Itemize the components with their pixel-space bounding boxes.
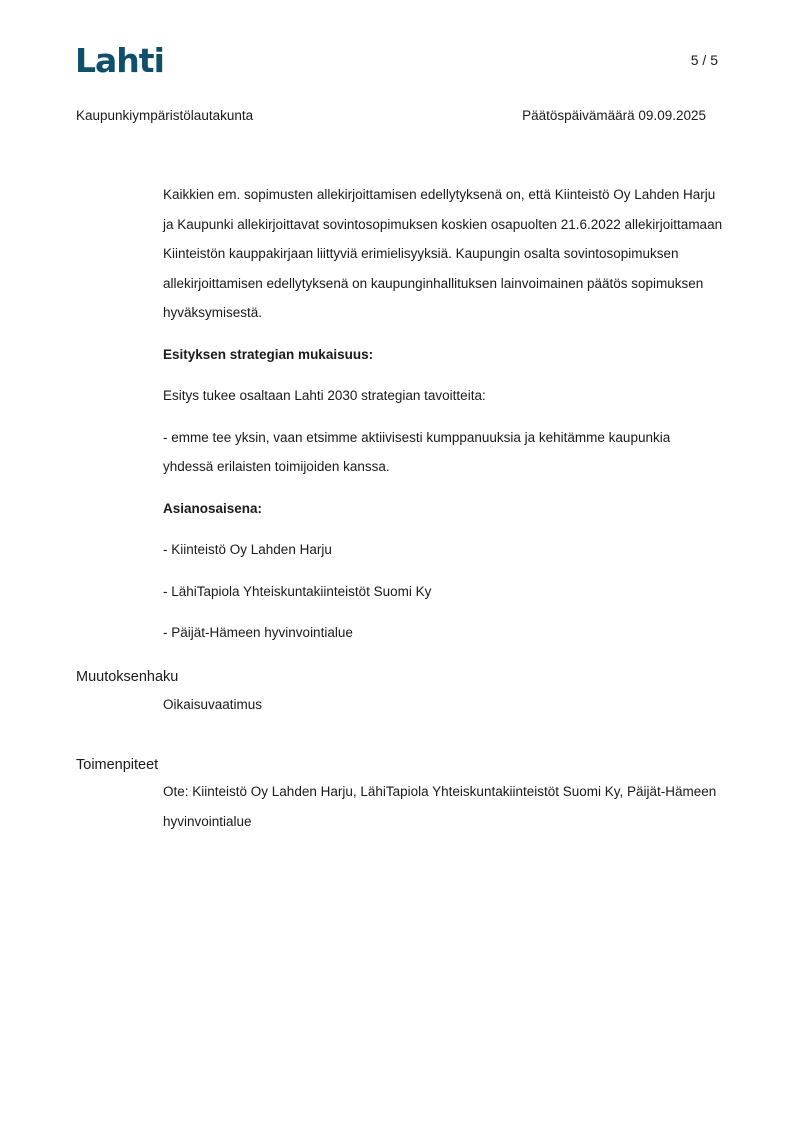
actions-label: Toimenpiteet (76, 757, 159, 773)
appeal-label: Muutoksenhaku (76, 669, 179, 685)
paragraph-conditions: Kaikkien em. sopimusten allekirjoittamisen edellytyksenä on, että Kiinteistö Oy Lahden Harju ja Kaupunki allekirjoittavat sovintosopimuksen koskien osapuolten 21.6.2022 allekirjoittamaan Kiinteistön kauppakirjaan liittyviä erimielisyyksiä. Kaupungin osalta sovintosopimuksen allekirjoittamisen edellytyksenä on kaupunginhallituksen lainvoimainen päätös sopimuksen hyväksymisestä. (163, 187, 723, 320)
parties-heading: Asianosaisena: (163, 500, 263, 516)
document-body (163, 180, 723, 648)
decision-date: Päätöspäivämäärä 09.09.2025 (522, 108, 706, 123)
committee-name: Kaupunkiympäristölautakunta (76, 108, 254, 123)
strategy-point: - emme tee yksin, vaan etsimme aktiivisesti kumppanuuksia ja kehitämme kaupunkia yhdessä erilaisten toimijoiden kanssa. (163, 429, 671, 474)
actions-value: Ote: Kiinteistö Oy Lahden Harju, LähiTapiola Yhteiskuntakiinteistöt Suomi Ky, Päijät-Hämeen hyvinvointialue (163, 784, 717, 829)
strategy-intro: Esitys tukee osaltaan Lahti 2030 strategian tavoitteita: (163, 388, 486, 403)
strategy-heading: Esityksen strategian mukaisuus: (163, 346, 374, 362)
page-number: 5 / 5 (690, 52, 718, 68)
party-item: - LähiTapiola Yhteiskuntakiinteistöt Suomi Ky (163, 583, 432, 599)
lahti-logo: Lahti (75, 41, 164, 80)
party-item: - Päijät-Hämeen hyvinvointialue (163, 625, 353, 640)
party-item: - Kiinteistö Oy Lahden Harju (163, 542, 332, 557)
appeal-value: Oikaisuvaatimus (163, 697, 263, 712)
